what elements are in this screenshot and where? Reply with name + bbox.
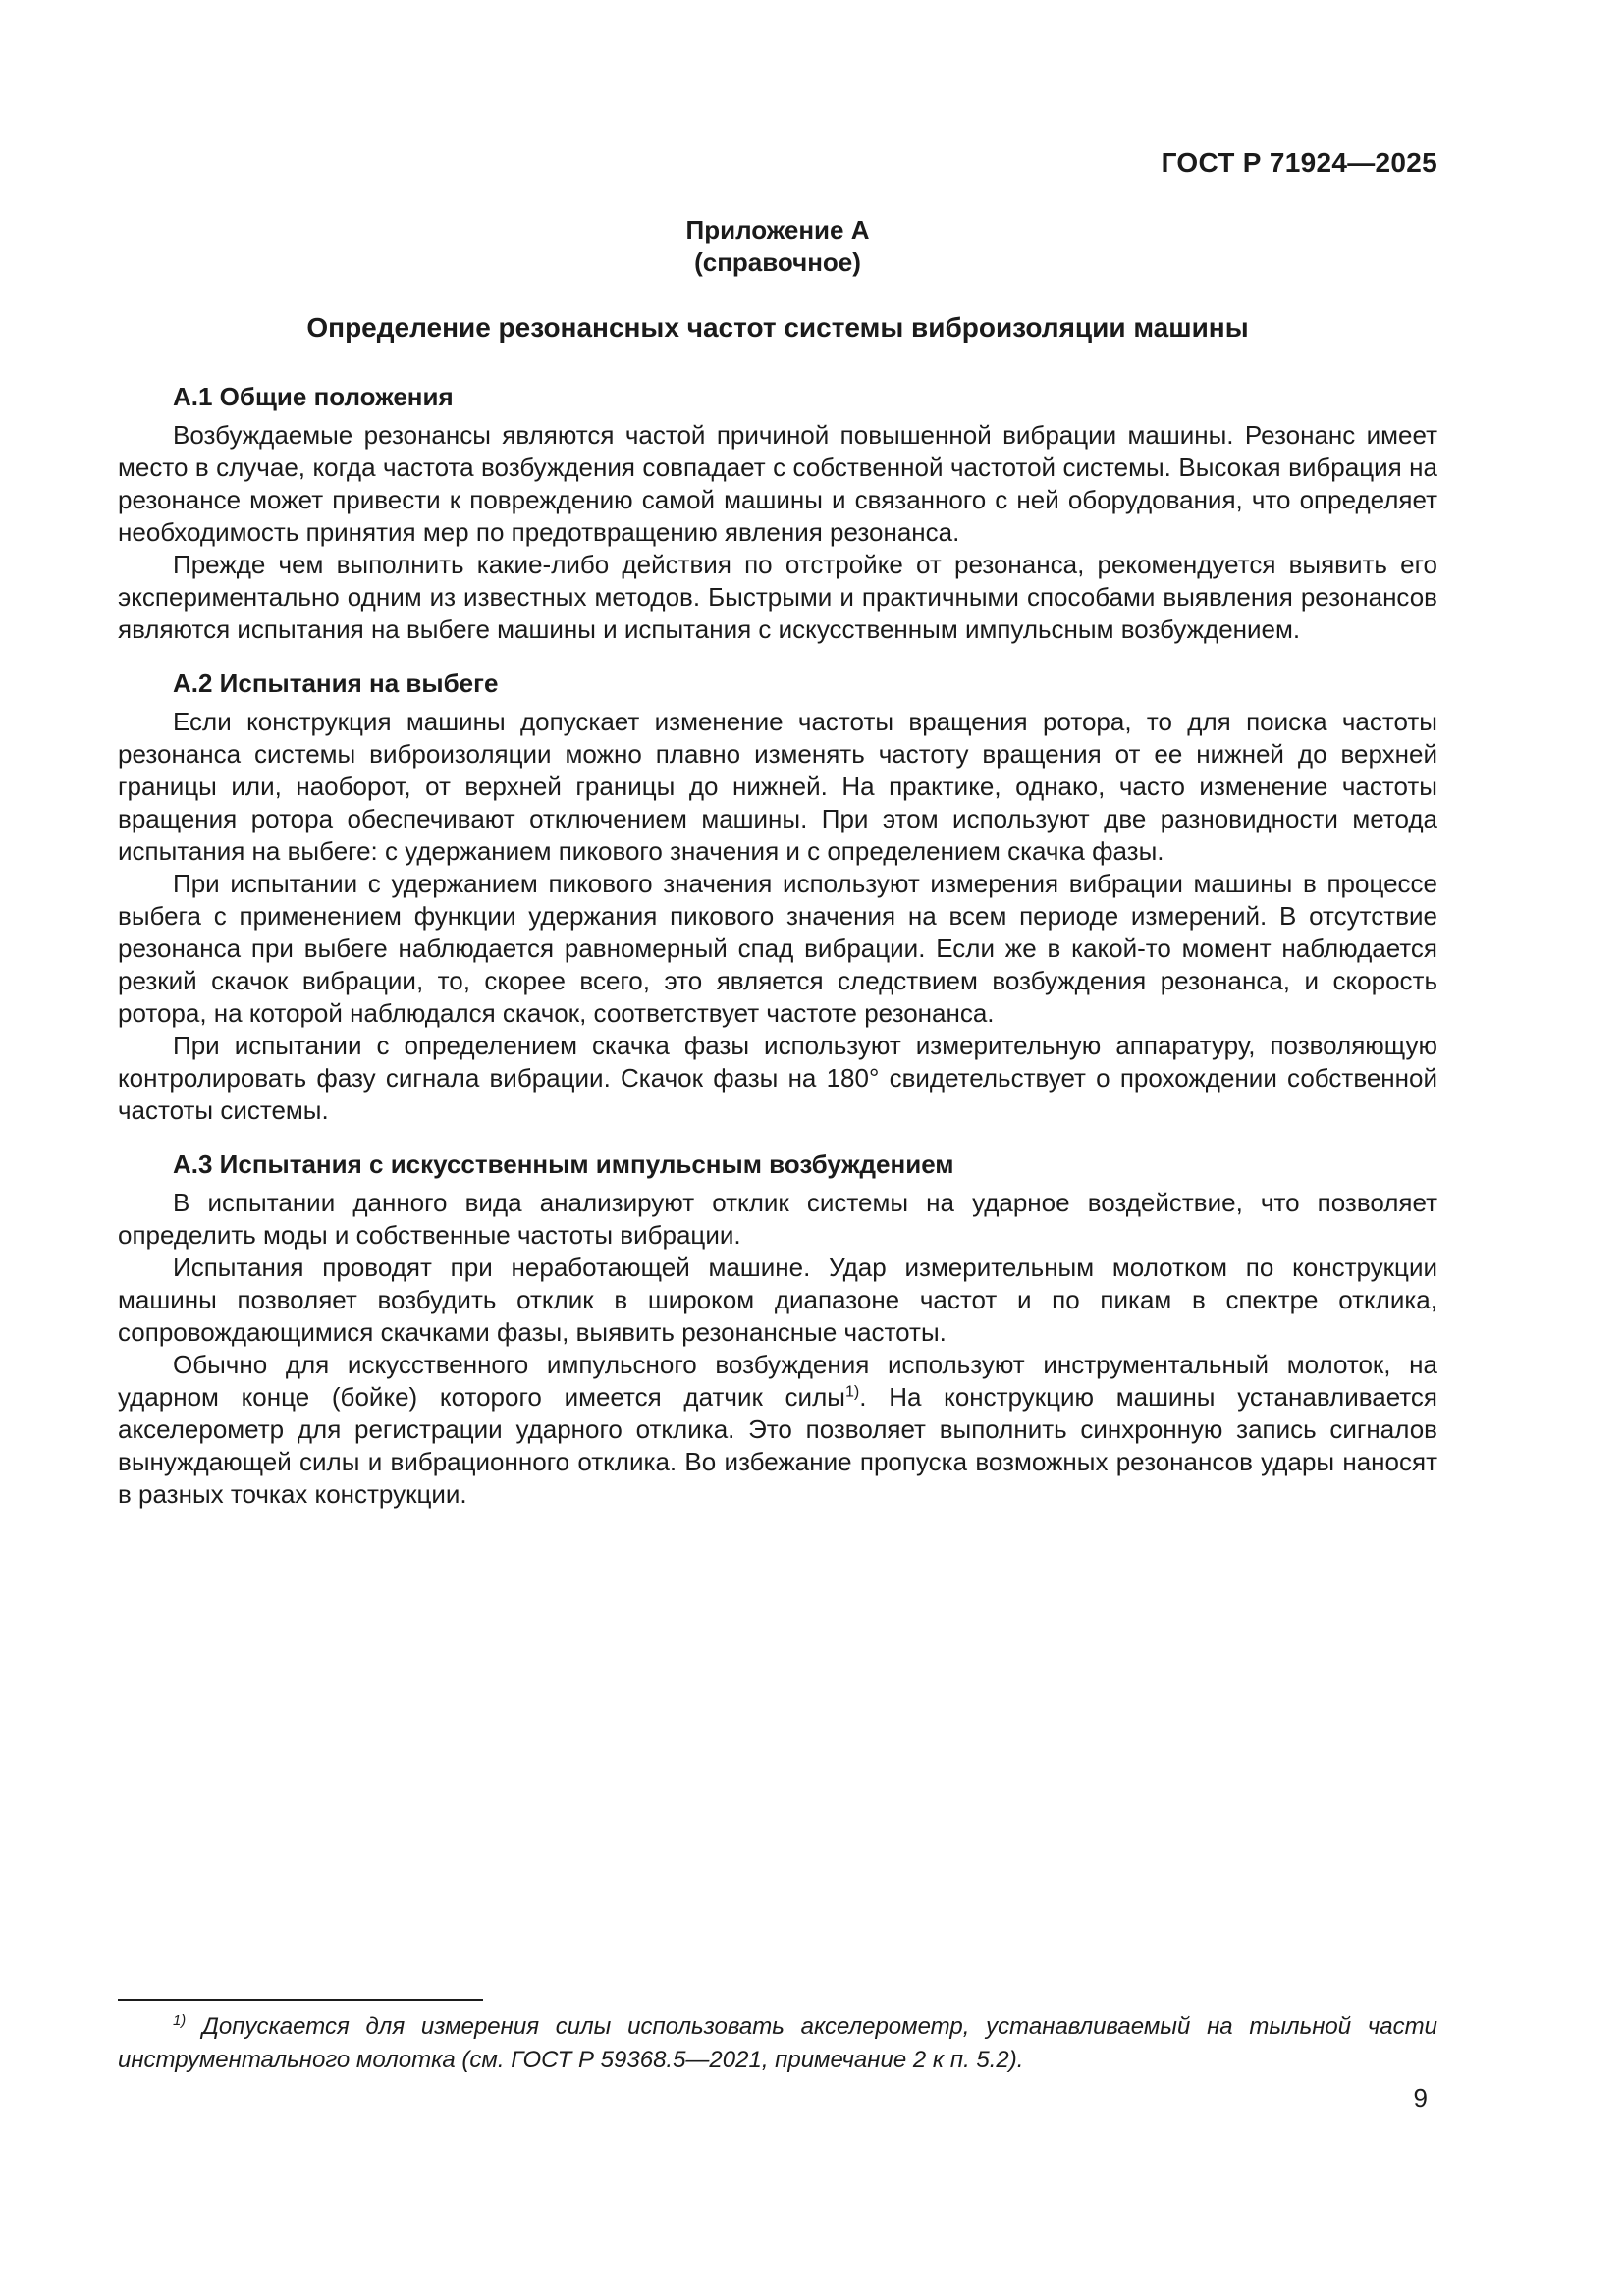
appendix-subtitle: (справочное) — [694, 247, 861, 277]
page-number: 9 — [1413, 2083, 1428, 2112]
footnote-ref-marker: 1) — [844, 1382, 860, 1401]
footnote-marker: 1) — [173, 2013, 187, 2029]
document-header — [118, 147, 1437, 179]
paragraph-text-after-ref: . На конструкцию машины устанавливается акселерометр для регистрации ударного отклика. Это позволяет выполнить синхронную запись сигналов вынуждающей силы и вибрационного отклика. Во избежание пропуска возможных резонансов удары наносят в разных точках конструкции. — [118, 1382, 1437, 1509]
footnote-divider — [118, 1999, 483, 2001]
document-content — [118, 214, 1437, 1511]
paragraph-text-before-ref: Обычно для искусственного импульсного возбуждения используют инструментальный молоток, на ударном конце (бойке) которого имеется датчик силы — [118, 1350, 1437, 1412]
section-heading-a1: А.1 Общие положения — [173, 382, 454, 411]
appendix-label: Приложение А — [685, 215, 870, 244]
section-heading-a3: А.3 Испытания с искусственным импульсным возбуждением — [173, 1149, 954, 1179]
paragraph: Прежде чем выполнить какие-либо действия по отстройке от резонанса, рекомендуется выявить его экспериментально одним из известных методов. Быстрыми и практичными способами выявления резонансов являются испытания на выбеге машины и испытания с искусственным импульсным возбуждением. — [118, 550, 1437, 644]
footnote — [118, 2010, 1437, 2077]
paragraph: Возбуждаемые резонансы являются частой причиной повышенной вибрации машины. Резонанс имеет место в случае, когда частота возбуждения совпадает с собственной частотой системы. Высокая вибрация на резонансе может привести к повреждению самой машины и связанного с ней оборудования, что определяет необходимость принятия мер по предотвращению явления резонанса. — [118, 420, 1437, 547]
paragraph: Испытания проводят при неработающей машине. Удар измерительным молотком по конструкции машины позволяет возбудить отклик в широком диапазоне частот и по пикам в спектре отклика, сопровождающимися скачками фазы, выявить резонансные частоты. — [118, 1253, 1437, 1347]
footnote-block — [118, 1999, 1437, 2077]
footnote-text: Допускается для измерения силы использовать акселерометр, устанавливаемый на тыльной части инструментального молотка (см. ГОСТ Р 59368.5—2021, примечание 2 к п. 5.2). — [118, 2013, 1437, 2073]
paragraph-with-footnote-ref — [118, 1349, 1437, 1511]
paragraph: Если конструкция машины допускает изменение частоты вращения ротора, то для поиска частоты резонанса системы виброизоляции можно плавно изменять частоту вращения от ее нижней до верхней границы или, наоборот, от верхней границы до нижней. На практике, однако, часто изменение частоты вращения ротора обеспечивают отключением машины. При этом используют две разновидности метода испытания на выбеге: с удержанием пикового значения и с определением скачка фазы. — [118, 707, 1437, 866]
appendix-title: Определение резонансных частот системы виброизоляции машины — [306, 312, 1249, 343]
paragraph: В испытании данного вида анализируют отклик системы на ударное воздействие, что позволяет определить моды и собственные частоты вибрации. — [118, 1188, 1437, 1250]
doc-code: ГОСТ Р 71924—2025 — [1161, 147, 1437, 178]
section-heading-a2: А.2 Испытания на выбеге — [173, 668, 499, 698]
paragraph: При испытании с определением скачка фазы используют измерительную аппаратуру, позволяющую контролировать фазу сигнала вибрации. Скачок фазы на 180° свидетельствует о прохождении собственной частоты системы. — [118, 1031, 1437, 1125]
paragraph: При испытании с удержанием пикового значения используют измерения вибрации машины в процессе выбега с применением функции удержания пикового значения на всем периоде измерений. В отсутствие резонанса при выбеге наблюдается равномерный спад вибрации. Если же в какой-то момент наблюдается резкий скачок вибрации, то, скорее всего, это является следствием возбуждения резонанса, и скорость ротора, на которой наблюдался скачок, соответствует частоте резонанса. — [118, 869, 1437, 1028]
